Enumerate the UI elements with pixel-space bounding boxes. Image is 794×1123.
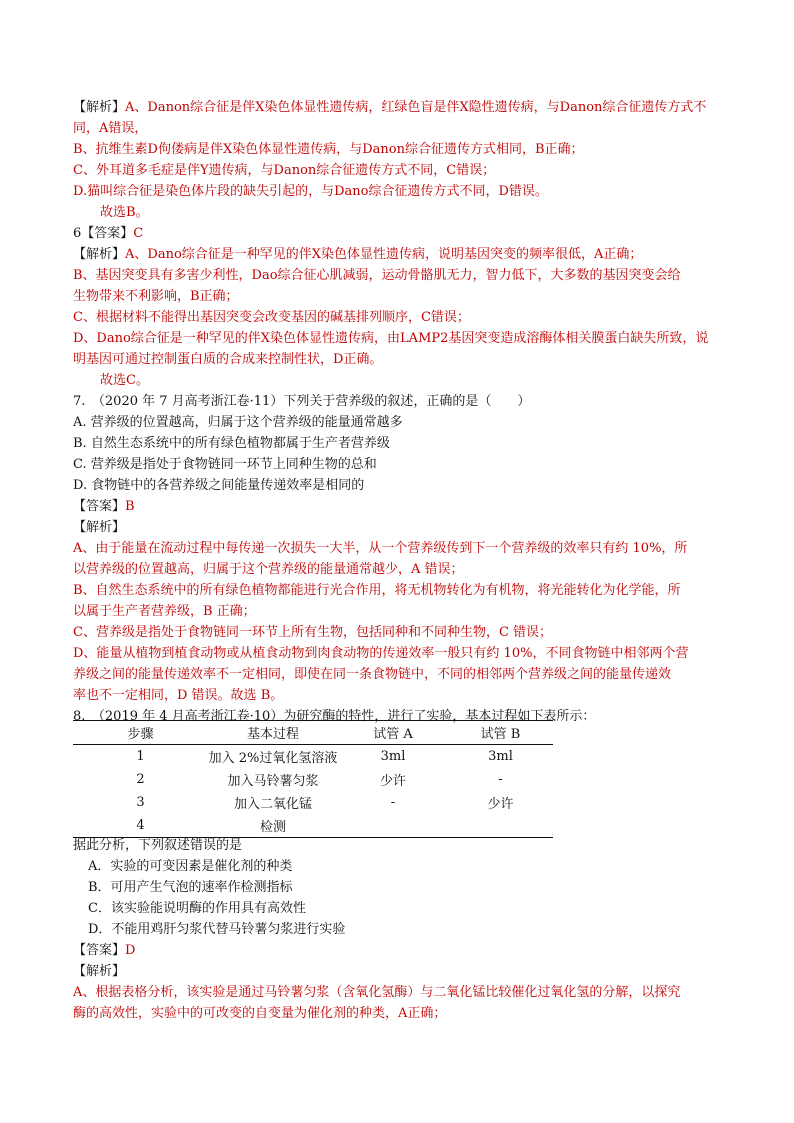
text-segment: 故选B。 [100, 205, 149, 220]
text-segment: 【解析】 [73, 520, 126, 535]
table-cell: 少许 [487, 797, 514, 812]
text-line [73, 560, 729, 580]
table-cell: 3 [136, 795, 145, 810]
table-row [73, 814, 553, 838]
text-segment: D.猫叫综合征是染色体片段的缺失引起的，与Dano综合征遗传方式不同，D错误。 [73, 184, 548, 199]
header-tube-b: 试管 B [480, 727, 521, 742]
text-segment: 【解析】 [73, 964, 126, 979]
header-tube-a: 试管 A [373, 727, 413, 742]
text-segment: 生物带来不利影响，B正确； [73, 289, 239, 304]
text-segment: 同，A错误， [73, 121, 148, 136]
table-cell: 3ml [380, 749, 406, 764]
text-segment: C、营养级是指处于食物链同一环节上所有生物，包括同种和不同种生物，C 错误； [73, 625, 553, 640]
text-line [73, 266, 729, 286]
text-line [100, 203, 756, 223]
table-cell [448, 814, 553, 838]
text-segment: 7. （2020 年 7 月高考浙江卷·11）下列关于营养级的叙述，正确的是（ ） [73, 394, 531, 409]
text-segment: C．该实验能说明酶的作用具有高效性 [88, 901, 306, 916]
text-line [73, 413, 729, 433]
text-line [73, 140, 729, 160]
table-cell [338, 814, 448, 838]
text-segment: C、外耳道多毛症是伴Y遗传病，与Danon综合征遗传方式不同，C错误； [73, 163, 496, 178]
text-line [73, 224, 729, 244]
text-segment: D、能量从植物到植食动物或从植食动物到肉食动物的传递效率一般只有约 10%，不同食物链中相邻两个营 [73, 646, 689, 661]
text-segment: A、根据表格分析，该实验是通过马铃薯匀浆（含氧化氢酶）与二氧化锰比较催化过氧化氢的分解，以探究 [73, 985, 681, 1000]
text-segment: 率也不一定相同，D 错误。故选 B。 [73, 688, 284, 703]
text-line [73, 455, 729, 475]
text-segment: B [125, 499, 135, 514]
text-segment: C [133, 226, 144, 241]
text-segment: D、Dano综合征是一种罕见的伴X染色体显性遗传病，由LAMP2基因突变造成溶酶体相关膜蛋白缺失所致，说 [73, 331, 709, 346]
text-line [73, 161, 729, 181]
table-cell: 4 [136, 818, 145, 833]
text-line [73, 623, 729, 643]
table-cell: 1 [136, 749, 145, 764]
text-segment: 据此分析，下列叙述错误的是 [73, 838, 243, 853]
text-line [73, 686, 729, 706]
table-cell: - [498, 772, 503, 787]
text-segment: 【答案】 [73, 943, 126, 958]
text-line [73, 434, 729, 454]
table-cell: 加入二氧化锰 [233, 797, 312, 812]
text-line [73, 1004, 729, 1024]
text-segment: C、根据材料不能得出基因突变会改变基因的碱基排列顺序，C错误； [73, 310, 470, 325]
text-line [73, 350, 729, 370]
text-line [100, 371, 756, 391]
text-segment: D. 食物链中的各营养级之间能量传递效率是相同的 [73, 478, 365, 493]
table-cell: 加入 2%过氧化氢溶液 [208, 751, 338, 766]
text-segment: 【答案】 [73, 499, 126, 514]
text-segment: 以营养级的位置越高，归属于这个营养级的能量通常越少，A 错误； [73, 562, 464, 577]
text-segment: A、由于能量在流动过程中每传递一次损失一大半，从一个营养级传到下一个营养级的效率只有约 10%，所 [73, 541, 688, 556]
text-line [73, 119, 729, 139]
table-cell: 2 [136, 772, 145, 787]
experiment-table [73, 720, 553, 838]
text-line [73, 392, 729, 412]
header-process: 基本过程 [246, 727, 299, 742]
text-line [73, 329, 729, 349]
text-line [73, 287, 729, 307]
text-segment: B、抗维生素D佝偻病是伴X染色体显性遗传病，与Danon综合征遗传方式相同，B正确； [73, 142, 584, 157]
text-segment: B. 自然生态系统中的所有绿色植物都属于生产者营养级 [73, 436, 390, 451]
text-line [88, 920, 744, 940]
text-segment: 养级之间的能量传递效率不一定相同，即使在同一条食物链中，不同的相邻两个营养级之间的能量传递效 [73, 667, 672, 682]
table-cell: 3ml [488, 749, 513, 764]
text-line [73, 962, 729, 982]
text-line [73, 581, 729, 601]
text-segment: A．实验的可变因素是催化剂的种类 [88, 859, 293, 874]
text-line [73, 836, 729, 856]
text-segment: D [125, 943, 136, 958]
table-cell: 加入马铃薯匀浆 [227, 774, 319, 789]
text-line [73, 518, 729, 538]
text-line [73, 245, 729, 265]
text-segment: D．不能用鸡肝匀浆代替马铃薯匀浆进行实验 [88, 922, 346, 937]
text-line [88, 878, 744, 898]
text-segment: A、Danon综合征是伴X染色体显性遗传病，红绿色盲是伴X隐性遗传病，与Danon综合征遗传方式不 [125, 100, 707, 115]
text-segment: B、基因突变具有多害少利性，Dao综合征心肌减弱，运动骨骼肌无力，智力低下，大多数的基因突变会给 [73, 268, 681, 283]
text-line [73, 308, 729, 328]
table-row [73, 745, 553, 769]
text-line [88, 899, 744, 919]
text-line [73, 182, 729, 202]
text-segment: B．可用产生气泡的速率作检测指标 [88, 880, 293, 895]
text-line [73, 476, 729, 496]
table-header-row [73, 721, 553, 745]
text-line [73, 539, 729, 559]
text-segment: 【解析】 [73, 247, 126, 262]
text-segment: 明基因可通过控制蛋白质的合成来控制性状，D正确。 [73, 352, 383, 367]
text-segment: 【解析】 [73, 100, 126, 115]
text-segment: 8. （2019 年 4 月高考浙江卷·10）为研究酶的特性，进行了实验，基本过程如下表所示： [73, 709, 596, 724]
text-segment: 6【答案】 [73, 226, 134, 241]
table-cell: - [390, 795, 396, 810]
table-cell: 检测 [259, 820, 286, 835]
text-line [73, 665, 729, 685]
header-step: 步骤 [127, 727, 154, 742]
text-line [73, 644, 729, 664]
table-cell: 少许 [379, 774, 406, 789]
text-line [73, 602, 729, 622]
text-line [73, 98, 729, 118]
text-segment: 以属于生产者营养级，B 正确； [73, 604, 256, 619]
text-segment: 故选C。 [100, 373, 149, 388]
text-segment: A、Dano综合征是一种罕见的伴X染色体显性遗传病，说明基因突变的频率很低，A正确； [125, 247, 643, 262]
text-line [88, 857, 744, 877]
text-line [73, 941, 729, 961]
table-row [73, 791, 553, 814]
text-segment: B、自然生态系统中的所有绿色植物都能进行光合作用，将无机物转化为有机物，将光能转化为化学能，所 [73, 583, 681, 598]
table-row [73, 768, 553, 791]
text-segment: C. 营养级是指处于食物链同一环节上同种生物的总和 [73, 457, 377, 472]
text-segment: 酶的高效性，实验中的可改变的自变量为催化剂的种类，A正确； [73, 1006, 447, 1021]
text-segment: A. 营养级的位置越高，归属于这个营养级的能量通常越多 [73, 415, 403, 430]
text-line [73, 983, 729, 1003]
text-line [73, 497, 729, 517]
